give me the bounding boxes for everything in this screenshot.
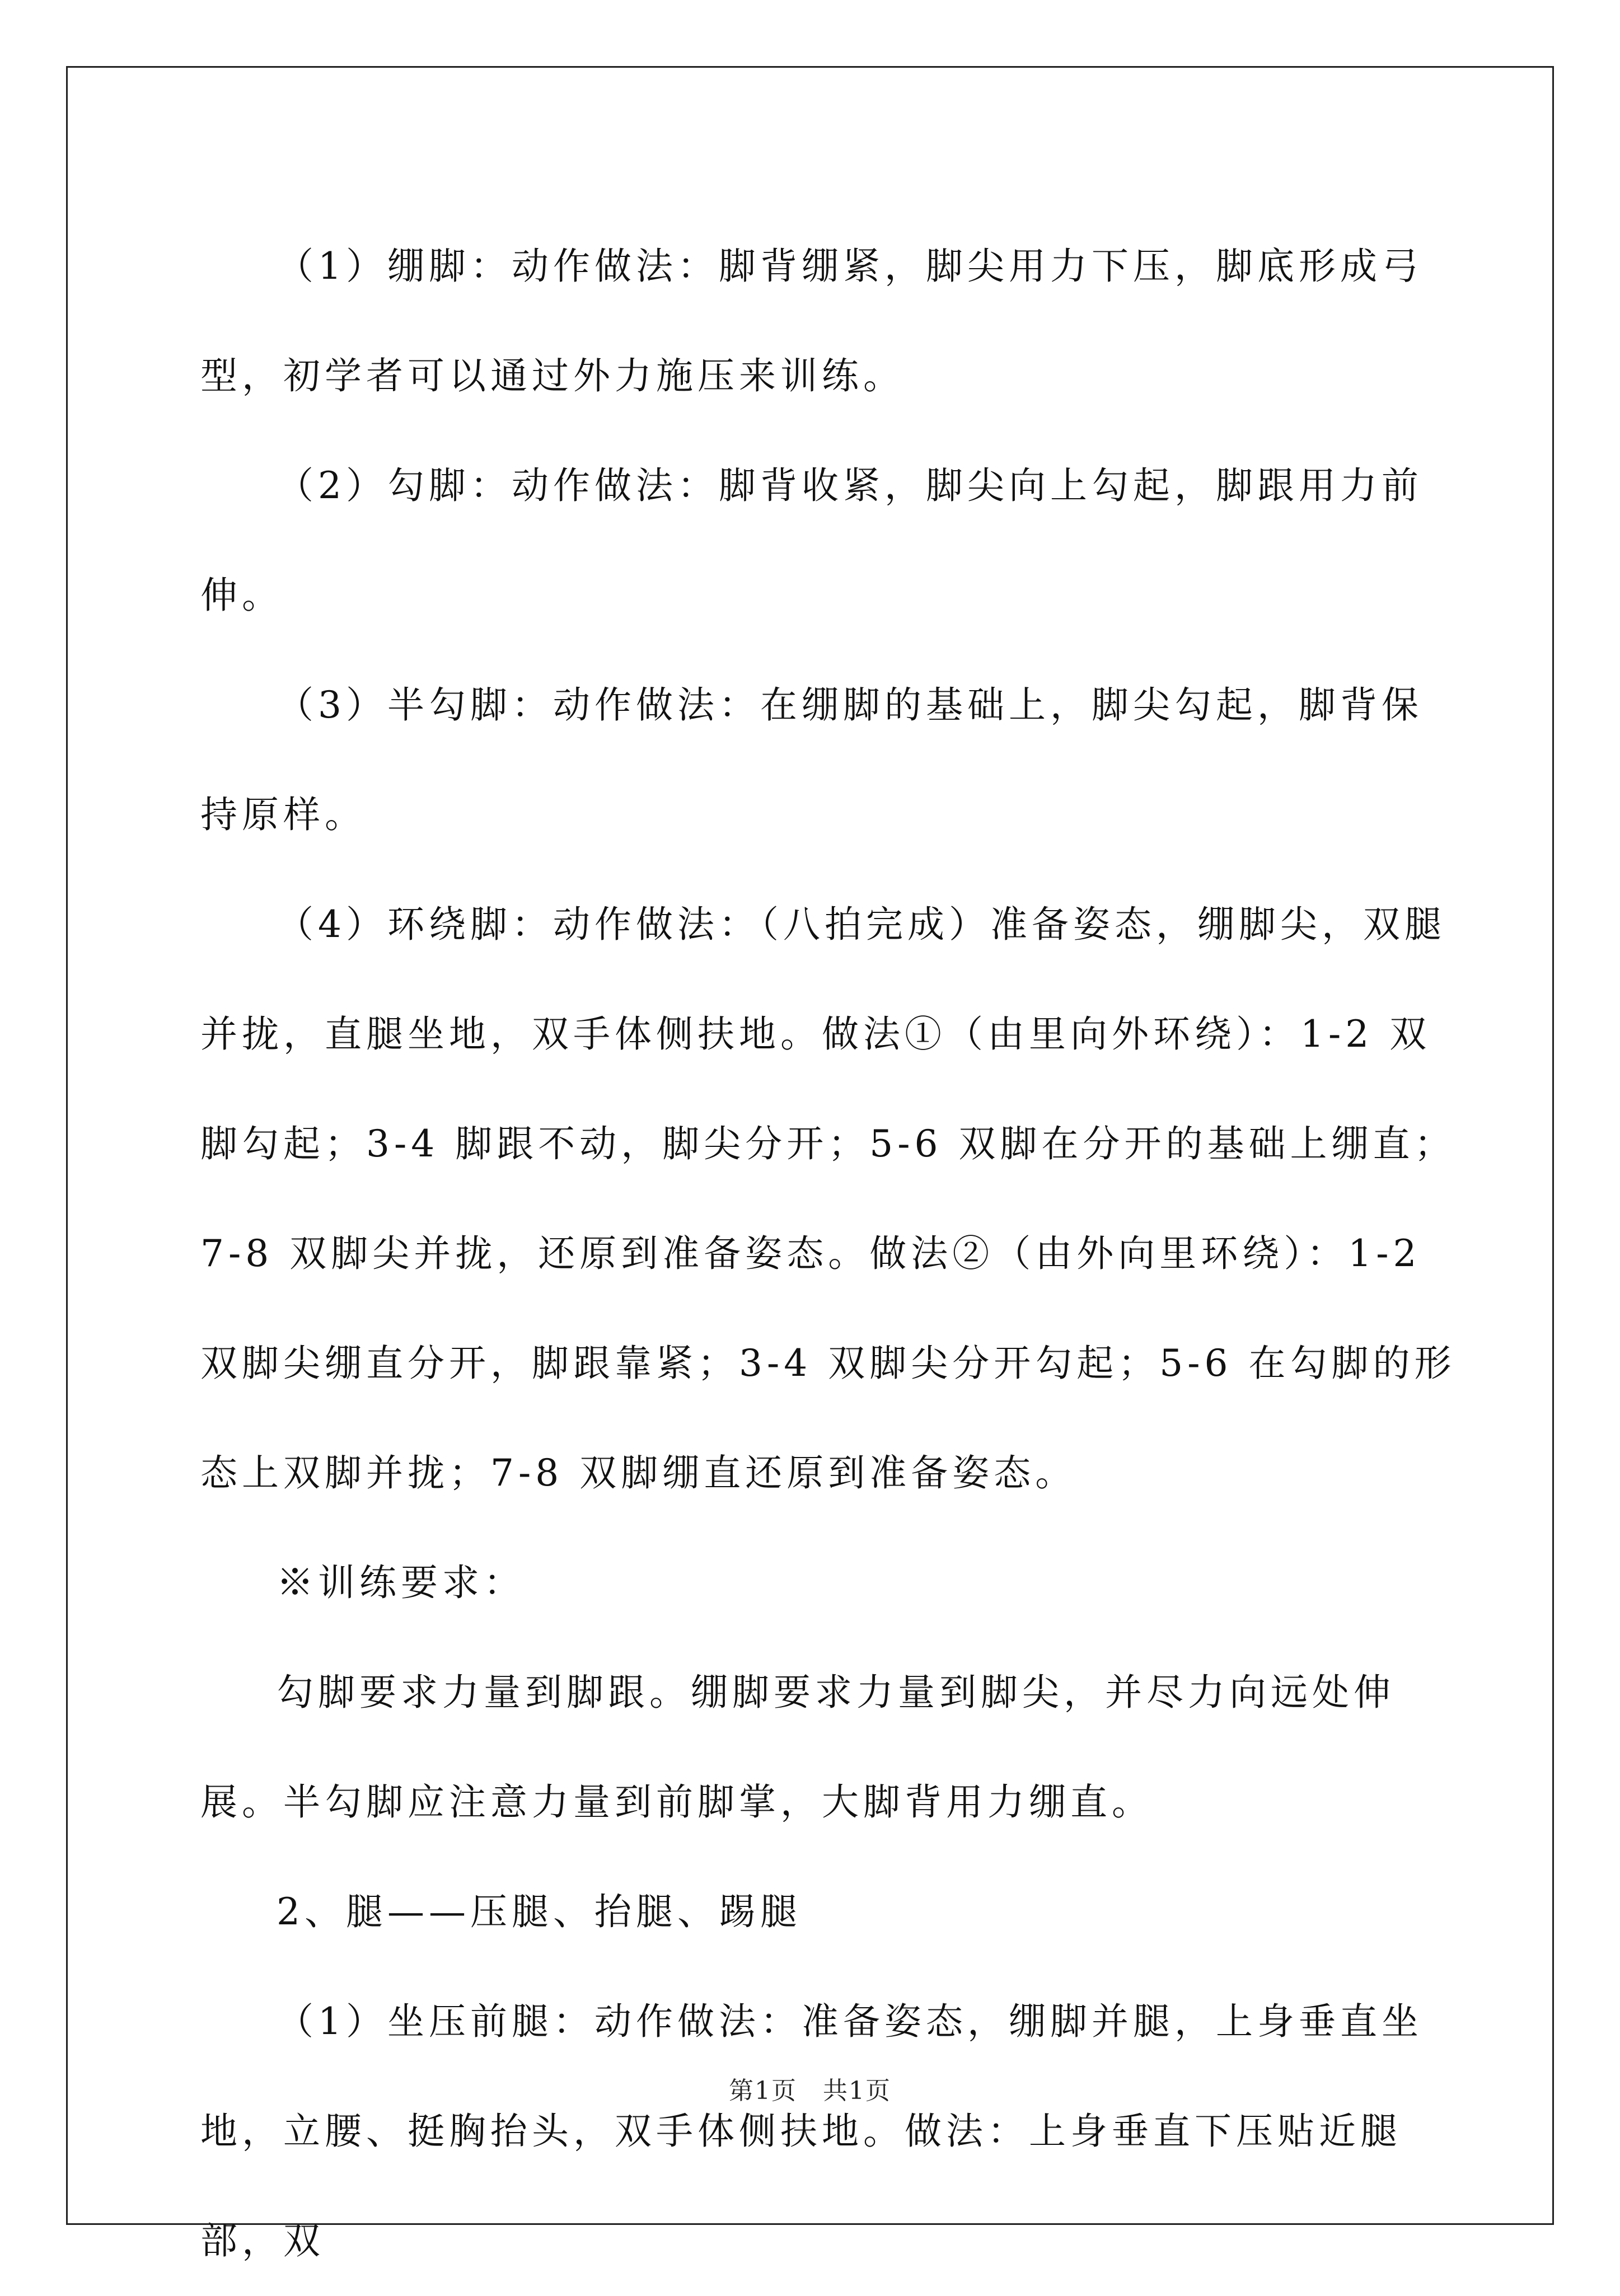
paragraph-foot-flex: （2）勾脚：动作做法：脚背收紧，脚尖向上勾起，脚跟用力前伸。	[200, 464, 1423, 617]
document-body	[200, 212, 1460, 2296]
paragraph-half-flex: （3）半勾脚：动作做法：在绷脚的基础上，脚尖勾起，脚背保持原样。	[200, 683, 1423, 836]
paragraph-foot-point: （1）绷脚：动作做法：脚背绷紧，脚尖用力下压，脚底形成弓型，初学者可以通过外力施压来训练。	[200, 245, 1423, 397]
page-number-footer: 第1页 共1页	[729, 2077, 891, 2105]
paragraph-training-requirements: 勾脚要求力量到脚跟。绷脚要求力量到脚尖，并尽力向远处伸展。半勾脚应注意力量到前脚掌，大脚背用力绷直。	[200, 1671, 1395, 1824]
paragraph-training-requirements-heading: ※训练要求：	[277, 1561, 525, 1604]
paragraph-seated-leg-press: （1）坐压前腿：动作做法：准备姿态，绷脚并腿，上身垂直坐地，立腰、挺胸抬头，双手体侧扶地。做法：上身垂直下压贴近腿部，双	[200, 2000, 1423, 2262]
section-heading-legs: 2、腿——压腿、抬腿、踢腿	[277, 1890, 802, 1933]
paragraph-foot-circle: （4）环绕脚：动作做法：（八拍完成）准备姿态，绷脚尖，双腿并拢，直腿坐地，双手体侧扶地。做法①（由里向外环绕）：1-2 双脚勾起；3-4 脚跟不动，脚尖分开；5-6 双脚在分开的基础上绷直；7-8 双脚尖并拢，还原到准备姿态。做法②（由外向里环绕）：1-2 双脚尖绷直分开，脚跟靠紧；3-4 双脚尖分开勾起；5-6 在勾脚的形态上双脚并拢；7-8 双脚绷直还原到准备姿态。	[200, 903, 1456, 1494]
